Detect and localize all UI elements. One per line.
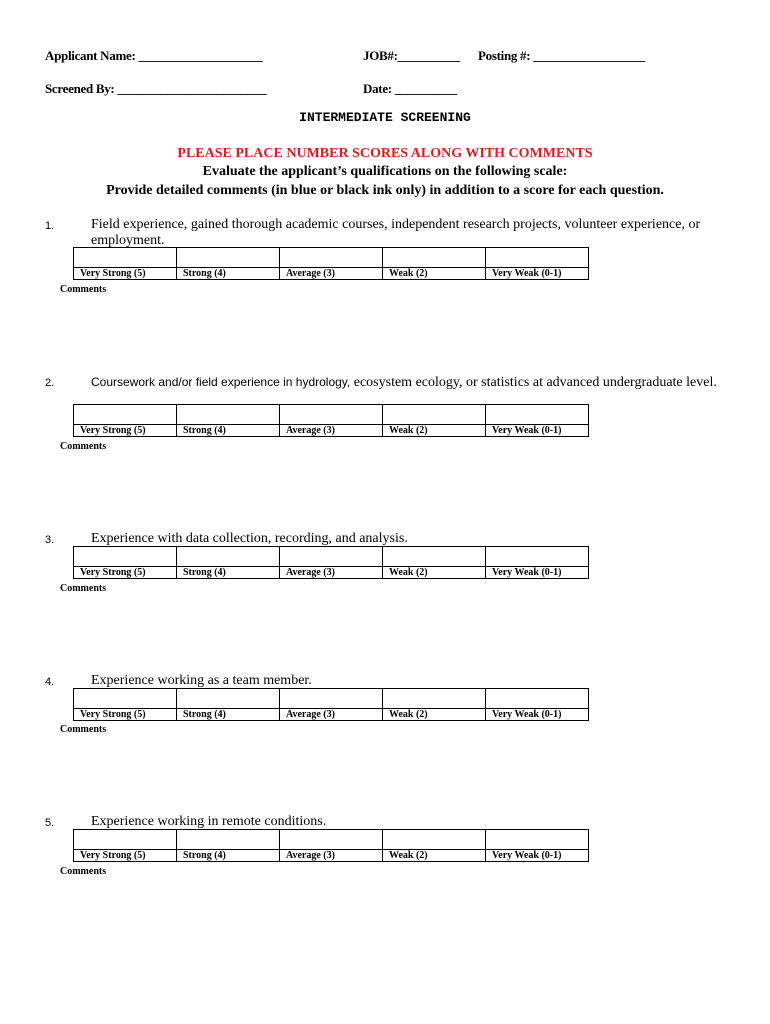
score-cell[interactable] — [280, 405, 383, 425]
question-text-part: Coursework and/or field experience in hydrology, — [91, 375, 351, 389]
question-number: 5. — [45, 817, 55, 829]
score-scale-table[interactable] — [73, 688, 589, 721]
scale-label: Very Weak (0-1) — [486, 425, 589, 437]
scale-label: Very Weak (0-1) — [486, 268, 589, 280]
question-text: Field experience, gained thorough academic courses, independent research projects, volunteer experience, or employment. — [91, 217, 701, 248]
question-text-part: ecosystem ecology, or statistics at advanced undergraduate level. — [350, 375, 717, 390]
score-cell[interactable] — [280, 248, 383, 268]
score-cell[interactable] — [177, 689, 280, 709]
score-cell[interactable] — [74, 830, 177, 850]
score-cell[interactable] — [486, 830, 589, 850]
score-scale-table[interactable] — [73, 247, 589, 280]
instructions-line-1: Evaluate the applicant’s qualifications on the following scale: — [202, 164, 568, 179]
scale-label: Very Weak (0-1) — [486, 850, 589, 862]
applicant-name-field[interactable]: Applicant Name: ____________________ — [45, 48, 263, 63]
score-cell[interactable] — [74, 547, 177, 567]
score-cell[interactable] — [486, 547, 589, 567]
score-cell[interactable] — [383, 830, 486, 850]
scale-label: Strong (4) — [177, 425, 280, 437]
comments-label: Comments — [60, 866, 107, 877]
page-title: INTERMEDIATE SCREENING — [299, 110, 471, 125]
job-number-field[interactable]: JOB#:__________ — [363, 48, 460, 63]
comments-label: Comments — [60, 441, 107, 452]
scale-label: Average (3) — [280, 268, 383, 280]
scale-label: Weak (2) — [383, 567, 486, 579]
score-cell[interactable] — [486, 248, 589, 268]
score-cell[interactable] — [383, 689, 486, 709]
question-text: Experience working in remote conditions. — [91, 814, 327, 829]
scale-label: Very Strong (5) — [74, 425, 177, 437]
screened-by-field[interactable]: Screened By: ________________________ — [45, 81, 267, 96]
score-cell[interactable] — [280, 830, 383, 850]
score-cell[interactable] — [486, 689, 589, 709]
scale-label: Average (3) — [280, 425, 383, 437]
posting-number-field[interactable]: Posting #: __________________ — [478, 48, 645, 63]
question-text — [91, 374, 731, 391]
score-cell[interactable] — [74, 248, 177, 268]
scale-label: Strong (4) — [177, 567, 280, 579]
score-cell[interactable] — [280, 547, 383, 567]
scale-label: Average (3) — [280, 850, 383, 862]
score-scale-table[interactable] — [73, 546, 589, 579]
question-number: 4. — [45, 676, 55, 688]
scale-label: Strong (4) — [177, 709, 280, 721]
score-cell[interactable] — [177, 405, 280, 425]
comments-label: Comments — [60, 583, 107, 594]
scoring-notice: PLEASE PLACE NUMBER SCORES ALONG WITH COMMENTS — [177, 146, 593, 161]
comments-label: Comments — [60, 284, 107, 295]
score-cell[interactable] — [383, 248, 486, 268]
scale-label: Very Weak (0-1) — [486, 567, 589, 579]
scale-label: Very Strong (5) — [74, 850, 177, 862]
scale-label: Very Strong (5) — [74, 268, 177, 280]
scale-label: Average (3) — [280, 709, 383, 721]
scale-label: Strong (4) — [177, 268, 280, 280]
scale-label: Average (3) — [280, 567, 383, 579]
question-number: 1. — [45, 220, 55, 232]
score-cell[interactable] — [74, 689, 177, 709]
scale-label: Very Weak (0-1) — [486, 709, 589, 721]
score-cell[interactable] — [383, 547, 486, 567]
scale-label: Weak (2) — [383, 425, 486, 437]
scale-label: Strong (4) — [177, 850, 280, 862]
question-text: Experience working as a team member. — [91, 673, 312, 688]
scale-label: Very Strong (5) — [74, 567, 177, 579]
scale-label: Weak (2) — [383, 850, 486, 862]
question-text: Experience with data collection, recording, and analysis. — [91, 531, 408, 546]
score-cell[interactable] — [486, 405, 589, 425]
scale-label: Very Strong (5) — [74, 709, 177, 721]
question-number: 2. — [45, 377, 55, 389]
score-cell[interactable] — [74, 405, 177, 425]
score-scale-table[interactable] — [73, 829, 589, 862]
question-number: 3. — [45, 534, 55, 546]
score-cell[interactable] — [177, 547, 280, 567]
score-cell[interactable] — [177, 248, 280, 268]
score-cell[interactable] — [383, 405, 486, 425]
comments-label: Comments — [60, 724, 107, 735]
instructions-line-2: Provide detailed comments (in blue or black ink only) in addition to a score for each question. — [106, 183, 664, 198]
scale-label: Weak (2) — [383, 709, 486, 721]
score-cell[interactable] — [177, 830, 280, 850]
score-scale-table[interactable] — [73, 404, 589, 437]
score-cell[interactable] — [280, 689, 383, 709]
date-field[interactable]: Date: __________ — [363, 81, 457, 96]
scale-label: Weak (2) — [383, 268, 486, 280]
